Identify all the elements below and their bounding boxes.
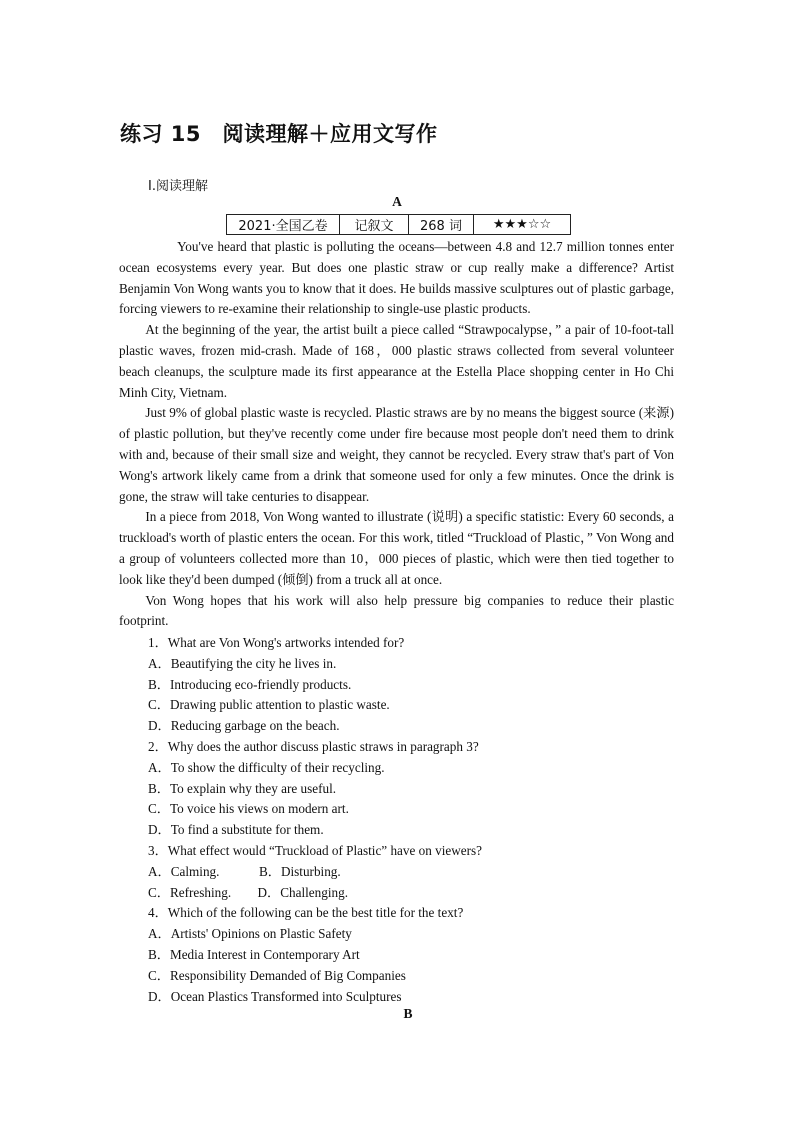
paragraph-2: At the beginning of the year, the artist built a piece called “Strawpocalypse，” a pair of 10-foot-tall plastic waves, frozen mid-crash. Made of 168，000 plastic straws collected from several volunteer beach cleanups, the sculpture made its first appearance at the Estella Place shopping center in Ho Chi Minh City, Vietnam.: [119, 322, 674, 400]
passage-body: [119, 237, 674, 632]
option-item: D．Ocean Plastics Transformed into Sculptures: [148, 988, 402, 1004]
section-heading: Ⅰ.阅读理解: [148, 179, 208, 194]
part-b-heading: B: [403, 1006, 413, 1021]
genre-cell: 记叙文: [340, 215, 409, 235]
option-item: B．To explain why they are useful.: [148, 780, 337, 796]
difficulty-stars-cell: ★★★☆☆: [474, 215, 571, 235]
option-item: C．Responsibility Demanded of Big Companies: [148, 967, 406, 983]
paragraph-1: You've heard that plastic is polluting the oceans—between 4.8 and 12.7 million tonnes enter ocean ecosystems every year. But does one plastic straw or cup really make a difference? Artist Benjamin Von Wong wants you to know that it does. He builds massive sculptures out of plastic garbage, forcing viewers to re-examine their relationship to single-use plastic products.: [119, 239, 674, 317]
option-item: D．Reducing garbage on the beach.: [148, 718, 340, 734]
question-2: 2．Why does the author discuss plastic straws in paragraph 3?: [148, 738, 479, 754]
option-item: D．To find a substitute for them.: [148, 822, 324, 838]
source-cell: 2021·全国乙卷: [227, 215, 340, 235]
page-title: 练习 15 阅读理解＋应用文写作: [120, 122, 438, 146]
option-item: A．Beautifying the city he lives in.: [148, 655, 337, 671]
question-3: 3．What effect would “Truckload of Plastic” have on viewers?: [148, 842, 482, 858]
option-item: A．Calming. B．Disturbing.: [148, 863, 341, 879]
option-item: A．To show the difficulty of their recycling.: [148, 759, 385, 775]
part-a-heading: A: [392, 194, 402, 209]
paragraph-5: Von Wong hopes that his work will also help pressure big companies to reduce their plastic footprint.: [119, 592, 674, 629]
questions-block: [148, 633, 482, 1007]
question-1: 1．What are Von Wong's artworks intended for?: [148, 635, 405, 650]
paragraph-4: In a piece from 2018, Von Wong wanted to illustrate (说明) a specific statistic: Every 60 seconds, a truckload's worth of plastic enters the ocean. For this work, titled “Truckload of Plastic，” Von Wong and a group of volunteers collected more than 10，000 pieces of plastic, which were then tied together to look like they'd been dumped (倾倒) from a truck all at once.: [119, 509, 674, 587]
passage-info-table: [226, 214, 571, 235]
paragraph-3: Just 9% of global plastic waste is recycled. Plastic straws are by no means the biggest source (来源) of plastic pollution, but they've recently come under fire because most people don't need them to drink with and, because of their small size and weight, they cannot be recycled. Every straw that's part of Von Wong's artwork likely came from a drink that someone used for only a few minutes. Once the drink is gone, the straw will take centuries to disappear.: [119, 405, 674, 504]
option-item: B．Media Interest in Contemporary Art: [148, 946, 360, 962]
word-count-cell: 268 词: [409, 215, 474, 235]
option-item: C．Refreshing. D．Challenging.: [148, 884, 348, 900]
question-4: 4．Which of the following can be the best title for the text?: [148, 905, 464, 921]
option-item: B．Introducing eco-friendly products.: [148, 676, 352, 692]
option-item: C．Drawing public attention to plastic waste.: [148, 697, 390, 713]
option-item: A．Artists' Opinions on Plastic Safety: [148, 926, 352, 942]
option-item: C．To voice his views on modern art.: [148, 801, 349, 817]
